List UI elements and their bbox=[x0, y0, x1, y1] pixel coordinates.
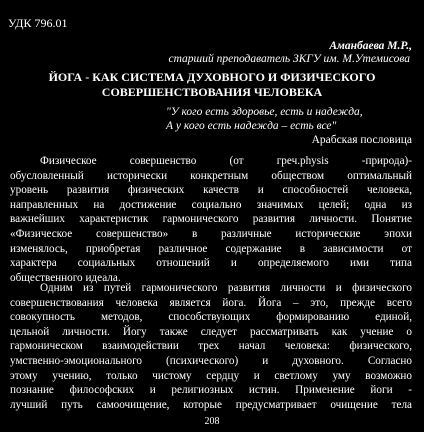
udc-code: УДК 796.01 bbox=[8, 16, 68, 30]
text-line: изменялось, приобретая различное содержание в зависимости от bbox=[10, 242, 412, 255]
epigraph-line-1: "У кого есть здоровье, есть и надежда, bbox=[166, 106, 363, 118]
text-line: важнейших характеристик гармонического развития личности. Понятие bbox=[10, 213, 412, 226]
text-line: направленных на достижение социально значимых целей; одна из bbox=[10, 198, 412, 211]
paragraph-yoga bbox=[10, 281, 412, 412]
epigraph-line-2: А у кого есть надежда – есть все" bbox=[166, 120, 337, 132]
text-line: обусловленный исторически конкретным обществом оптимальный bbox=[10, 169, 412, 182]
text-line: цельной личности. Йогу также следует рассматривать как учение о bbox=[10, 325, 412, 338]
text-line: гармоническом взаимодействии трех начал человека: физического, bbox=[10, 340, 412, 353]
article-title-line-2: СОВЕРШЕНСТВОВАНИЯ ЧЕЛОВЕКА bbox=[101, 85, 323, 99]
author-name: Аманбаева М.Р., bbox=[329, 40, 412, 52]
text-line: этому учению, только чистому сердцу и светлому уму возможно bbox=[10, 369, 412, 382]
text-line: «Физическое совершенство» в различные исторические эпохи bbox=[10, 227, 412, 240]
text-line: совокупность методов, способствующих формированию единой, bbox=[10, 311, 412, 324]
text-line: общественного идеала. bbox=[10, 271, 121, 284]
text-line: Физическое совершенство (от греч.physis -природа)- bbox=[40, 155, 412, 167]
text-line: лучший путь самоочищение, которые предусматривает очищение тела bbox=[10, 398, 412, 411]
text-line: Одним из путей гармонического развития личности и физического bbox=[40, 282, 412, 294]
article-title-line-1: ЙОГА - КАК СИСТЕМА ДУХОВНОГО И ФИЗИЧЕСКОГО bbox=[48, 70, 376, 84]
page-number: 208 bbox=[204, 416, 220, 427]
text-line: совершенствования человека является йога. Йога – это, прежде всего bbox=[10, 296, 412, 309]
text-line: познание философских и религиозных истин. Применение йоги - bbox=[10, 384, 412, 397]
paragraph-physical-perfection bbox=[10, 154, 412, 285]
epigraph-source: Арабская пословица bbox=[311, 134, 412, 146]
text-line: умственно-эмоционального (психического) и духовного. Согласно bbox=[10, 354, 412, 367]
text-line: характера социальных отношений и определяемого ими типа bbox=[10, 257, 412, 270]
text-line: уровень развития физических качеств и способностей человека, bbox=[10, 184, 412, 197]
author-position: старший преподаватель ЗКГУ им. М.Утемисова bbox=[168, 53, 410, 65]
